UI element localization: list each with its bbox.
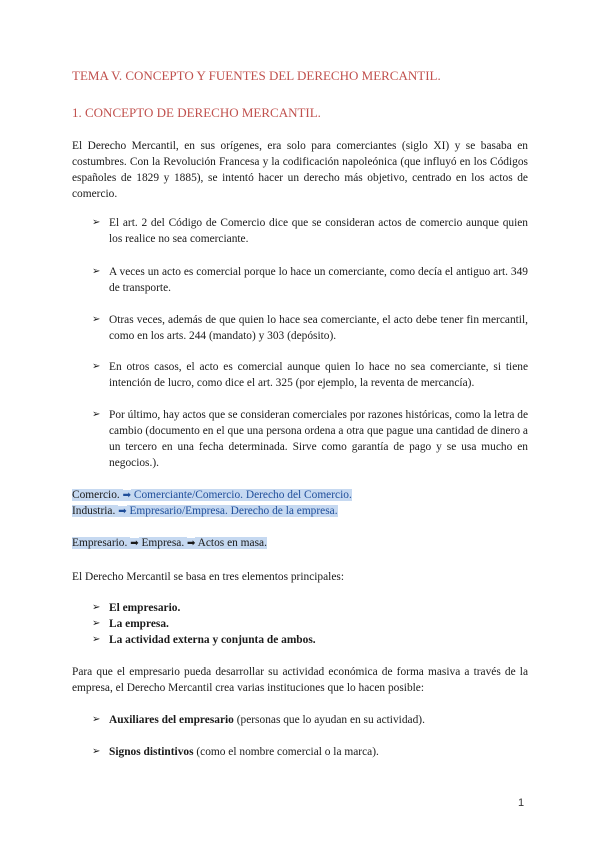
section-heading: 1. CONCEPTO DE DERECHO MERCANTIL.: [72, 105, 321, 120]
highlight-link-text: Empresario/Empresa. Derecho de la empresa.: [129, 505, 338, 517]
institutions-intro: Para que el empresario pueda desarrollar su actividad económica de forma masiva a través de la empresa, el Derecho Mercantil crea varias instituciones que lo hacen posible:: [72, 666, 528, 694]
list-item-text: La actividad externa y conjunta de ambos.: [109, 634, 316, 646]
list-item-text: En otros casos, el acto es comercial aunque quien lo hace no sea comerciante, si tiene intención de lucro, como dice el art. 325 (por ejemplo, la reventa de mercancía).: [109, 361, 528, 389]
bullet-arrow-icon: ➢: [92, 714, 101, 725]
highlight-link-text: Comerciante/Comercio. Derecho del Comercio.: [133, 489, 352, 501]
list-item: [92, 264, 528, 296]
bullet-arrow-icon: ➢: [92, 602, 101, 613]
right-arrow-icon: ➡: [187, 538, 196, 549]
list-item: [92, 712, 528, 728]
elements-intro: El Derecho Mercantil se basa en tres elementos principales:: [72, 571, 345, 583]
document-title: TEMA V. CONCEPTO Y FUENTES DEL DERECHO MERCANTIL.: [72, 68, 441, 83]
list-item-bold: Signos distintivos: [109, 746, 194, 758]
highlight-label: Actos en masa.: [197, 537, 267, 549]
bullet-arrow-icon: ➢: [92, 217, 101, 228]
right-arrow-icon: ➡: [118, 506, 127, 517]
right-arrow-icon: ➡: [122, 490, 132, 501]
highlight-label: Empresario.: [72, 537, 128, 549]
highlight-label: Industria.: [72, 505, 116, 517]
list-item: [92, 632, 528, 648]
right-arrow-icon: ➡: [130, 538, 139, 549]
highlight-label: Empresa.: [141, 537, 185, 549]
highlight-industria: [72, 504, 338, 519]
bullet-arrow-icon: ➢: [92, 266, 101, 277]
list-item: [92, 312, 528, 344]
list-item: [92, 215, 528, 247]
highlight-comercio: [72, 488, 352, 503]
list-item: [92, 600, 528, 616]
list-item-text: A veces un acto es comercial porque lo hace un comerciante, como decía el antiguo art. 349 de transporte.: [109, 266, 528, 294]
list-item: [92, 744, 528, 760]
list-item: [92, 407, 528, 471]
intro-paragraph: El Derecho Mercantil, en sus orígenes, era solo para comerciantes (siglo XI) y se basaba en costumbres. Con la Revolución Francesa y la codificación napoleónica (que influyó en los Códigos españoles de 1829 y 1885), se intentó hacer un derecho más objetivo, centrado en los actos de comercio.: [72, 140, 528, 200]
list-item-text: El empresario.: [109, 602, 181, 614]
list-item-text: Otras veces, además de que quien lo hace sea comerciante, el acto debe tener fin mercantil, como en los arts. 244 (mandato) y 303 (depósito).: [109, 314, 528, 342]
list-item-text: Por último, hay actos que se consideran comerciales por razones históricas, como la letra de cambio (documento en el que una persona ordena a otra que pague una cantidad de dinero a un tercero en una fecha determinada. Sirve como garantía de pago y se usa mucho en negocios.).: [109, 409, 528, 469]
list-item: [92, 359, 528, 391]
bullet-arrow-icon: ➢: [92, 361, 101, 372]
bullet-arrow-icon: ➢: [92, 634, 101, 645]
highlight-empresario: [72, 536, 267, 551]
bullet-arrow-icon: ➢: [92, 746, 101, 757]
page-number: 1: [518, 797, 525, 809]
bullet-arrow-icon: ➢: [92, 409, 101, 420]
highlight-label: Comercio.: [72, 489, 120, 501]
bullet-arrow-icon: ➢: [92, 314, 101, 325]
list-item-text: (como el nombre comercial o la marca).: [193, 746, 379, 758]
list-item: [92, 616, 528, 632]
list-item-text: (personas que lo ayudan en su actividad).: [233, 714, 425, 726]
list-item-text: El art. 2 del Código de Comercio dice que se consideran actos de comercio aunque quien los realice no sea comerciante.: [109, 217, 528, 245]
list-item-text: La empresa.: [109, 618, 169, 630]
bullet-arrow-icon: ➢: [92, 618, 101, 629]
list-item-bold: Auxiliares del empresario: [109, 714, 234, 726]
